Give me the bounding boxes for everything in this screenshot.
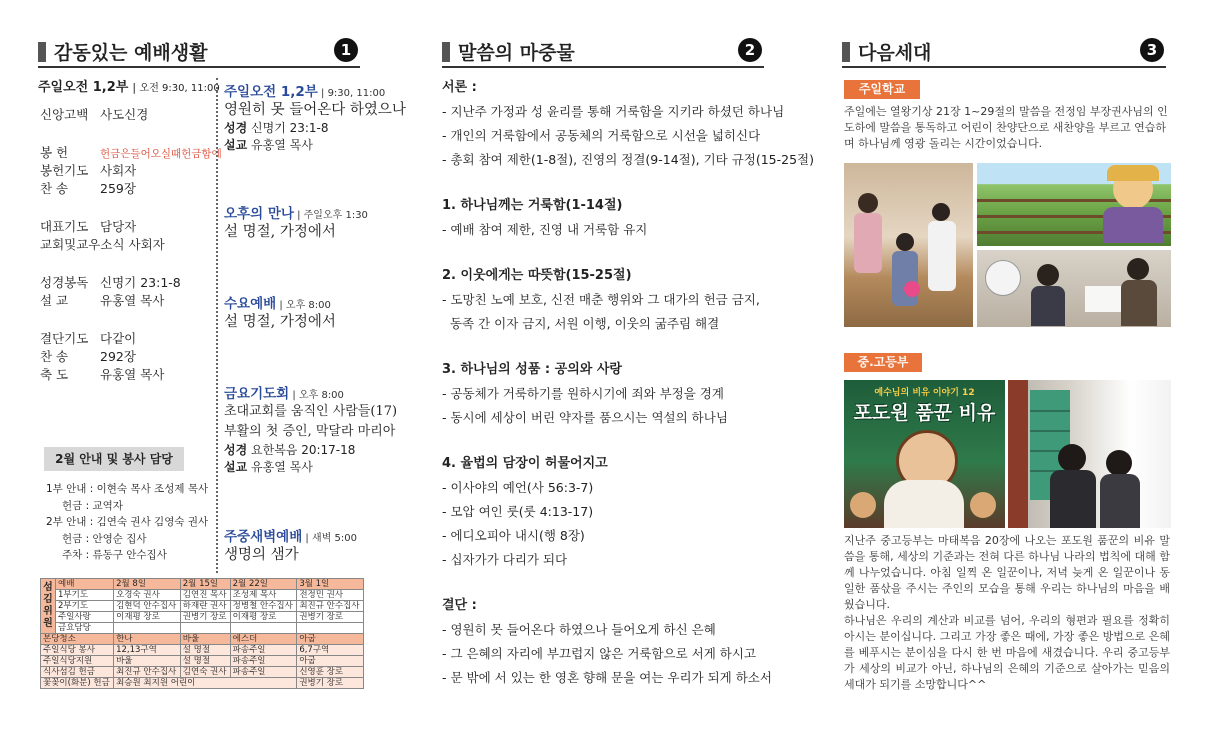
order-item: 봉헌기도 사회자 [40,163,137,178]
outline-line: - 예배 참여 제한, 진영 내 거룩함 유지 [442,222,648,237]
section-header-word [442,36,764,68]
order-item: 교회및교우소식 사회자 [40,237,165,252]
sunday-school-tag: 주일학교 [844,80,920,99]
section-bar [842,42,850,62]
outline-line: - 에디오피아 내시(행 8장) [442,528,585,543]
point-title: 3. 하나님의 성품 : 공의와 사랑 [442,362,622,377]
point-title: 4. 율법의 담장이 허물어지고 [442,456,608,471]
order-header: 주일오전 1,2부 | 오전 9:30, 11:00 [38,80,220,95]
table-row: 주일식당 봉사 12,13구역 설 명절 파송주일 6,7구역 [41,645,364,656]
sunday-school-photo-vineyard [977,163,1171,246]
outline-line: - 공동체가 거룩하기를 원하시기에 죄와 부정을 경계 [442,386,724,401]
table-row: 2부기도 김현덕 안수집사 하재란 권사 정병철 안수집사 최진규 안수집사 [41,601,364,612]
outline-line: - 십자가가 다리가 되다 [442,552,568,567]
youth-tag: 중.고등부 [844,353,922,372]
outline-line: - 이사야의 예언(사 56:3-7) [442,480,594,495]
duty-item: 1부 안내 : 이현숙 목사 조성제 목사 [46,483,209,495]
section-title: 감동있는 예배생활 [54,42,208,64]
poster-subtitle: 예수님의 비유 이야기 12 [874,388,975,398]
youth-text: 지난주 중고등부는 마태복음 20장에 나오는 포도원 품꾼의 비유 말씀을 통해, 세상의 기준과는 전혀 다른 하나님 나라의 법칙에 대해 함께 나누었습니다. 아침 일찍 온 일꾼이나, 저녁 늦게 온 일꾼이나 동일한 품삯을 주시는 주인의 모습을 통해 우리는 하나님의 마음을 배웠습니다. 하나님은 우리의 계산과 비교를 넘어, 우리의 형편과 필요를 정확히 아시는 분이십니다. 그리고 가장 좋은 때에, 가장 좋은 방법으로 은혜를 베푸시는 분이심을 다시 한 번 마음에 새겼습니다. 우리 중고등부가 세상의 비교가 아닌, 하나님의 은혜의 기준으로 살아가는 믿음의 세대가 되기를 소망합니다^^ [844,534,1170,691]
table-row: 금요담당 [41,623,364,634]
outline-line: - 도망친 노예 보호, 신전 매춘 행위와 그 대가의 헌금 금지, [442,292,760,307]
section-header-worship [38,36,360,68]
outline-line: - 문 밖에 서 있는 한 영혼 향해 문을 여는 우리가 되게 하소서 [442,670,772,685]
point-title: 1. 하나님께는 거룩함(1-14절) [442,198,623,213]
outline-line: 동족 간 이자 금지, 서원 이행, 이웃의 굶주림 해결 [450,316,720,331]
duty-item: 헌금 : 안영순 집사 [62,532,147,545]
point-title: 2. 이웃에게는 따뜻함(15-25절) [442,268,632,283]
duty-item: 2부 안내 : 김연숙 권사 김영숙 권사 [46,516,209,528]
youth-poster [844,380,1005,528]
sermon-outline [442,76,814,690]
order-item: 대표기도 담당자 [40,219,137,234]
section-title: 다음세대 [858,42,932,64]
service-dawn: 주중새벽예배 | 새벽 5:00 생명의 샘가 [224,529,357,563]
section-number: 2 [738,38,762,62]
youth-photo-stairs [1008,380,1171,528]
table-row: 꽃꽂이(화분) 헌금 최승원 최지원 어린이 권병기 장로 [41,678,364,689]
sunday-school-photo-reading [977,250,1171,327]
order-item: 설 교 유홍열 목사 [40,293,165,308]
table-row: 1부기도 오경숙 권사 김연진 목사 조성제 목사 전정민 권사 [41,590,364,601]
section-title: 말씀의 마중물 [458,42,575,64]
order-item: 찬 송 259장 [40,181,136,196]
duty-item: 주차 : 류동구 안수집사 [62,549,167,561]
sunday-school-text: 주일에는 열왕기상 21장 1~29절의 말씀을 전정임 부장권사님의 인도하에 말씀을 통독하고 어린이 찬양단으로 새찬양을 부르고 연습하며 하나님께 영광 돌리는 시간이었습니다. [844,105,1168,150]
poster-title: 포도원 품꾼 비유 [853,402,996,424]
section-bar [38,42,46,62]
duty-list [46,481,216,564]
order-item: 봉 헌 헌금은들어오실때헌금함에 [40,145,222,160]
table-row: 주일사랑 이재평 장로 권병기 장로 이재평 장로 권병기 장로 [41,612,364,623]
service-sunday: 주일오전 1,2부 | 9:30, 11:00 영원히 못 들어온다 하였으나 성경 신명기 23:1-8 설교 유홍열 목사 [224,84,406,152]
table-row: 식사섬김 헌금 최진규 안수집사 김연숙 권사 파송주일 신영훈 장로 [41,667,364,678]
order-title: 주일오전 1,2부 [38,80,129,95]
sermon-title: 생명의 샘가 [224,547,299,563]
duty-table: 섬김위원 예배 2월 8일 2월 15일 2월 22일 3월 1일 1부기도 오경숙 권사 김연진 목사 조성제 목사 전정민 권사 2부기도 김현덕 안수집사 하재란 권사 정병철 안수집사 최진규 안수집사 주일사랑 이재평 장로 권병기 장로 이재평 장로 권병기 장로 금요담당 본당청소 한나 바울 에스더 아굽 주일식당 봉사 12,13구역 설 명절 파송주일 6,7구역 주일식당지원 바울 설 명절 파송주일 아굽 식사섬김 헌금 최진규 안수집사 김연숙 권사 파송주일 신영훈 장로 꽃꽂이(화분) 헌금 최승원 최지원 어린이 권병기 장로 [40,578,364,689]
outline-line: - 지난주 가정과 성 윤리를 통해 거룩함을 지키라 하셨던 하나님 [442,104,785,119]
table-row: 주일식당지원 바울 설 명절 파송주일 아굽 [41,656,364,667]
order-item: 신앙고백 사도신경 [40,107,149,122]
table-side-label: 섬김위원 [41,579,56,634]
service-friday: 금요기도회 | 오후 8:00 초대교회를 움직인 사람들(17) 부활의 첫 증인, 막달라 마리아 성경 요한복음 20:17-18 설교 유홍열 목사 [224,386,398,474]
sermon-title: 설 명절, 가정에서 [224,314,336,330]
section-number: 3 [1140,38,1164,62]
sunday-school-photo-kids [844,163,973,327]
section-header-next-gen [842,36,1166,68]
sermon-title: 영원히 못 들어온다 하였으나 [224,102,406,118]
order-item: 결단기도 다같이 [40,331,137,346]
outline-line: - 모압 여인 룻(룻 4:13-17) [442,504,594,519]
section-number: 1 [334,38,358,62]
service-afternoon: 오후의 만나 | 주일오후 1:30 설 명절, 가정에서 [224,206,368,240]
outline-line: - 그 은혜의 자리에 부끄럽지 않은 거룩함으로 서게 하시고 [442,646,757,661]
outline-line: - 동시에 세상이 버린 약자를 품으시는 역설의 하나님 [442,410,728,425]
order-item: 찬 송 292장 [40,349,136,364]
service-wednesday: 수요예배 | 오후 8:00 설 명절, 가정에서 [224,296,336,330]
outline-line: - 영원히 못 들어온다 하였으나 들어오게 하신 은혜 [442,622,716,637]
table-row: 본당청소 한나 바울 에스더 아굽 [41,634,364,645]
conclusion-title: 결단 : [442,598,477,613]
order-time: 오전 9:30, 11:00 [139,83,220,94]
intro-title: 서론 : [442,80,477,95]
section-bar [442,42,450,62]
outline-line: - 개인의 거룩함에서 공동체의 거룩함으로 시선을 넓히신다 [442,128,761,143]
sermon-title: 설 명절, 가정에서 [224,224,336,240]
order-item: 성경봉독 신명기 23:1-8 [40,275,181,290]
duty-item: 헌금 : 교역자 [62,499,123,512]
notice-title: 2월 안내 및 봉사 담당 [44,447,184,471]
sermon-title: 초대교회를 움직인 사람들(17) [224,404,398,419]
outline-line: - 총회 참여 제한(1-8절), 진영의 정결(9-14절), 기타 규정(15-25절) [442,152,814,167]
order-item: 축 도 유홍열 목사 [40,367,165,382]
column-divider [216,78,218,573]
sermon-title: 부활의 첫 증인, 막달라 마리아 [224,424,396,439]
